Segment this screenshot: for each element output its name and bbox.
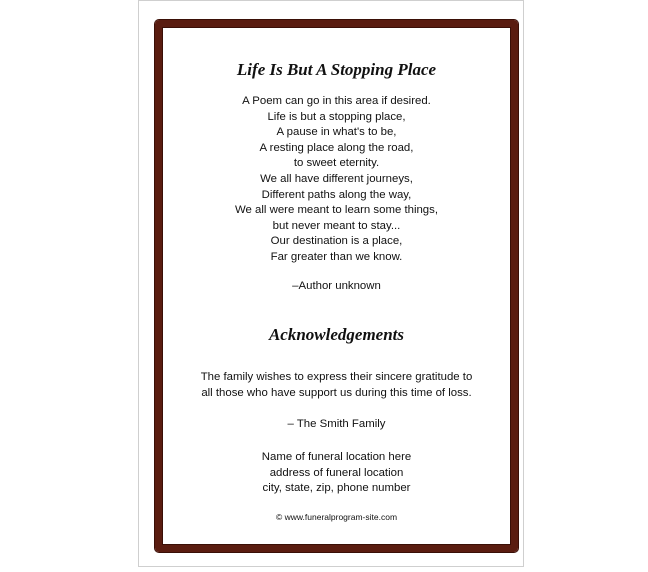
acknowledgements-body	[162, 370, 511, 401]
poem-line: A pause in what's to be,	[276, 126, 397, 139]
page-content	[162, 27, 511, 545]
wood-border-frame	[155, 20, 518, 552]
poem-line: A resting place along the road,	[259, 141, 414, 154]
poem-line: but never meant to stay...	[272, 219, 401, 232]
location-city-state: city, state, zip, phone number	[262, 482, 411, 495]
copyright-footer: © www.funeralprogram-site.com	[275, 512, 398, 522]
poem-body	[162, 94, 511, 266]
poem-line: Different paths along the way,	[261, 188, 412, 201]
acknowledgements-line: The family wishes to express their sincere gratitude to	[200, 371, 473, 383]
poem-title: Life Is But A Stopping Place	[236, 60, 437, 79]
funeral-location	[162, 450, 511, 497]
poem-line: Life is but a stopping place,	[267, 110, 406, 123]
poem-line: Our destination is a place,	[270, 235, 403, 248]
location-address: address of funeral location	[269, 466, 404, 479]
family-signature: – The Smith Family	[287, 418, 386, 430]
poem-line: Far greater than we know.	[270, 250, 403, 263]
program-page	[138, 0, 524, 567]
acknowledgements-title: Acknowledgements	[268, 325, 405, 344]
location-name: Name of funeral location here	[261, 451, 412, 463]
poem-line: We all have different journeys,	[260, 172, 413, 185]
poem-line: We all were meant to learn some things,	[234, 204, 439, 217]
poem-author: –Author unknown	[292, 280, 381, 292]
acknowledgements-line: all those who have support us during this time of loss.	[201, 386, 472, 399]
poem-line: to sweet eternity.	[293, 157, 380, 170]
poem-line: A Poem can go in this area if desired.	[242, 95, 431, 107]
